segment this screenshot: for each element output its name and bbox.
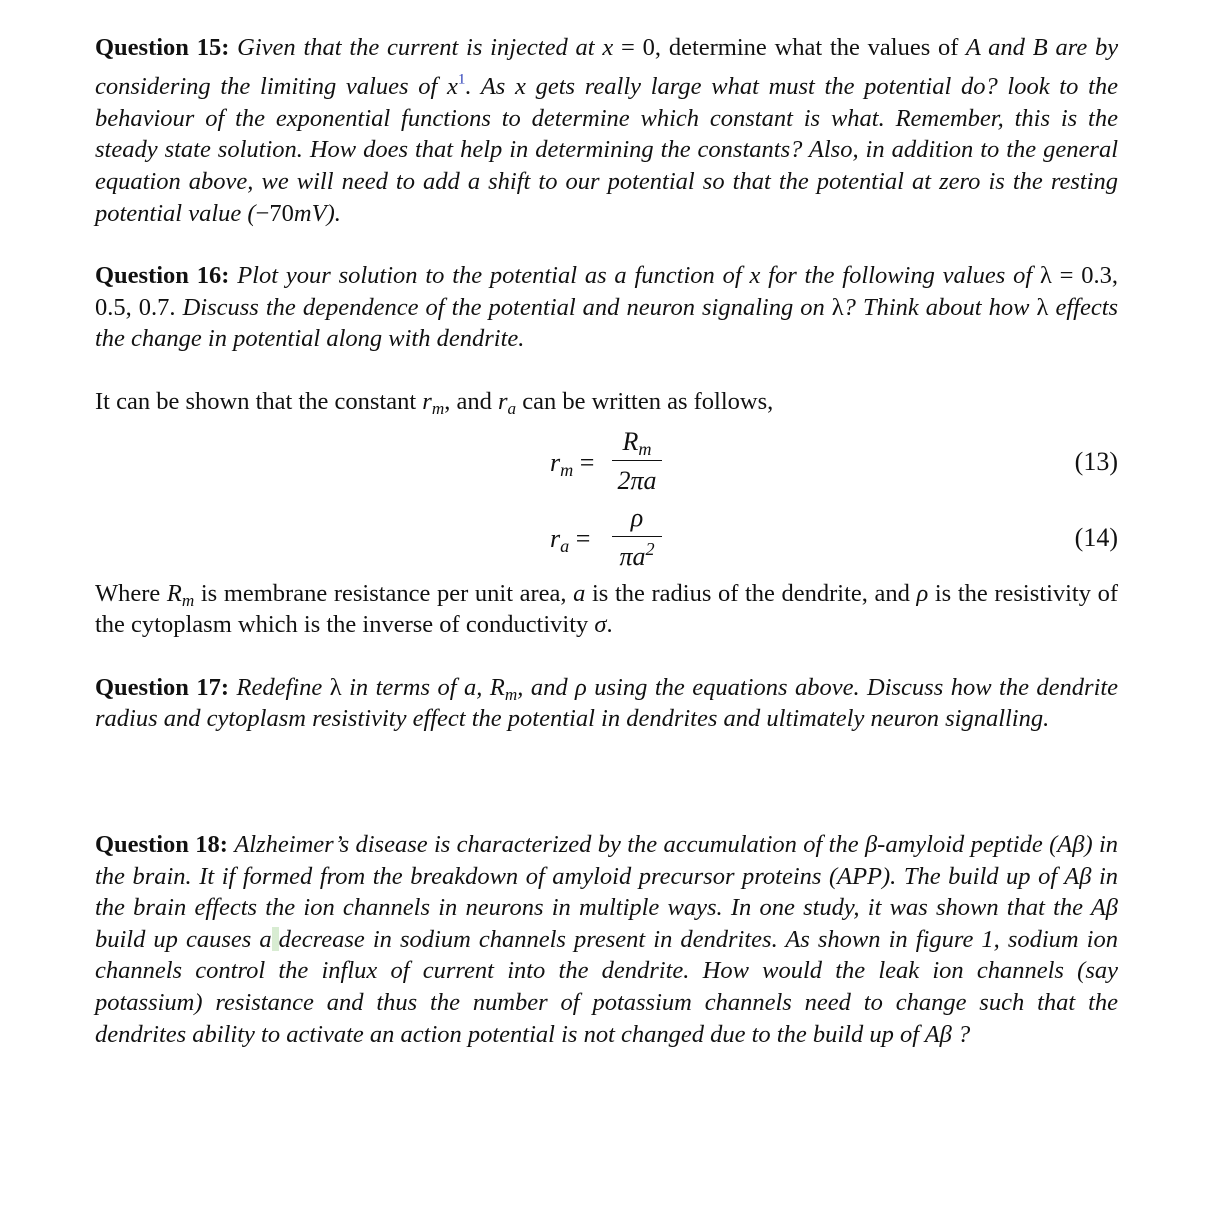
q18-text: ) in the brain. It if formed from the breakdown of amyloid precursor proteins (APP). The build up of — [95, 830, 1119, 890]
where-text: is membrane resistance per unit area, — [200, 579, 567, 607]
math-R: R — [489, 673, 505, 701]
math-x: x — [446, 73, 458, 101]
q17-text: using the equations above. Discuss how the dendrite radius and cytoplasm resistivity effect the potential in dendrites and ultimately neuron signalling. — [95, 673, 1119, 733]
math-comma: , — [517, 673, 524, 701]
math-lambda: λ — [1039, 262, 1052, 290]
intro-text: It can be shown that the constant — [95, 387, 417, 415]
math-equals: = — [621, 34, 635, 61]
q15-text: Given that the current is injected at — [237, 34, 595, 61]
q17-text: and — [530, 673, 568, 701]
q16-text: Discuss the dependence of the potential and neuron signaling on — [182, 293, 825, 321]
q18-text: ? — [958, 1020, 971, 1048]
question-17-label: Question 17: — [95, 673, 230, 701]
resting-potential-unit: mV — [293, 199, 327, 227]
math-abeta: Aβ — [924, 1020, 952, 1048]
intro-text: can be written as follows, — [522, 387, 774, 415]
math-a: a — [464, 673, 477, 701]
math-lambda: λ — [831, 293, 844, 321]
equation-14 — [95, 502, 1118, 578]
q15-text: ). — [326, 199, 341, 227]
math-a: a — [573, 579, 586, 607]
lambda-values: 0.3, 0.5, 0.7. — [95, 262, 1119, 321]
math-sub-a: a — [507, 398, 517, 418]
math-sigma: σ — [594, 611, 607, 639]
where-text: is the resistivity of the cytoplasm which is the inverse of conductivity — [95, 579, 1119, 639]
math-abeta: Aβ — [1057, 830, 1085, 858]
q16-text: effects the change in potential along with dendrite. — [95, 293, 1119, 353]
q17-text: Redefine — [236, 673, 323, 701]
q18-text: build up causes a — [95, 925, 272, 953]
math-A: A — [965, 34, 981, 61]
footnote-link[interactable]: 1 — [457, 70, 466, 88]
math-r: r — [497, 387, 508, 415]
math-abeta: Aβ — [1064, 862, 1092, 890]
q16-text: ? Think about how — [843, 293, 1030, 321]
math-lambda: λ — [1036, 293, 1049, 321]
q17-text: in terms of — [349, 673, 457, 701]
question-17 — [95, 672, 1118, 735]
q15-text: gets really large what must the potential do? look to the behaviour of the exponential functions to determine which constant is what. Remember, this is the steady state solution. How does that help in determining the constants? Also, in addition to the general equation above, we will need to add a shift to our potential so that the potential at zero is the resting potential value ( — [95, 73, 1118, 227]
math-lambda: λ — [329, 673, 342, 701]
where-text: . — [606, 611, 613, 639]
q18-text: Alzheimer’s disease is characterized by the accumulation of the — [234, 830, 859, 858]
equation-13-lhs: $r_m$ = — [550, 447, 595, 480]
equation-13 — [95, 426, 1118, 502]
math-abeta: Aβ — [1090, 894, 1118, 922]
equation-14-fraction: ρ $\pi a^2$ — [612, 502, 662, 573]
question-16 — [95, 260, 1118, 355]
resting-potential-value: −70 — [255, 199, 294, 227]
q15-text: and — [988, 34, 1025, 61]
math-r: r — [422, 387, 432, 415]
q15-text: are by considering the limiting values of — [95, 34, 1119, 101]
math-x: x — [602, 34, 614, 61]
math-rho: ρ — [575, 673, 587, 701]
equation-14-number: (14) — [1074, 522, 1118, 552]
math-equals: = — [1059, 262, 1074, 290]
document-page — [95, 32, 1118, 1050]
where-text: Where — [95, 579, 161, 607]
math-R: R — [166, 579, 182, 607]
q15-text: 0, determine what the values of — [642, 34, 959, 61]
question-15-label: Question 15: — [95, 34, 230, 61]
q18-text: -amyloid peptide ( — [877, 830, 1058, 858]
where-text: is the radius of the dendrite, and — [592, 579, 910, 607]
text-cursor-highlight — [272, 927, 279, 951]
question-18-label: Question 18: — [95, 830, 228, 858]
q18-text: decrease in sodium channels present in dendrites. As shown in figure 1, sodium ion channels control the influx of current into the dendrite. How would the leak ion channels (say potassium) resistance and thus the number of potassium channels need to change such that the dendrites ability to activate an action potential is not changed due to the build up of — [95, 925, 1118, 1048]
math-x: x — [515, 73, 526, 101]
math-B: B — [1032, 34, 1048, 61]
question-16-label: Question 16: — [95, 262, 230, 290]
math-rho: ρ — [916, 579, 929, 607]
equation-14-lhs: $r_a$ = — [550, 523, 591, 556]
q18-text: in the brain effects the ion channels in neurons in multiple ways. In one study, it was shown that the — [95, 862, 1119, 922]
where-paragraph — [95, 578, 1118, 641]
q16-text: Plot your solution to the potential as a function of — [237, 262, 742, 290]
intro-paragraph — [95, 386, 1118, 418]
q16-text: for the following values of — [768, 262, 1033, 290]
math-sub-m: m — [181, 590, 195, 610]
math-sub-m: m — [431, 398, 445, 418]
equation-13-number: (13) — [1074, 446, 1118, 476]
equation-13-fraction: $R_m$ 2πa — [612, 426, 662, 497]
question-18 — [95, 829, 1118, 1050]
q15-text: . As — [465, 73, 506, 101]
math-beta: β — [864, 830, 878, 858]
intro-text: , and — [444, 387, 492, 415]
question-15 — [95, 32, 1118, 229]
math-sub-m: m — [504, 684, 518, 704]
math-x: x — [749, 262, 761, 290]
math-comma: , — [476, 673, 483, 701]
